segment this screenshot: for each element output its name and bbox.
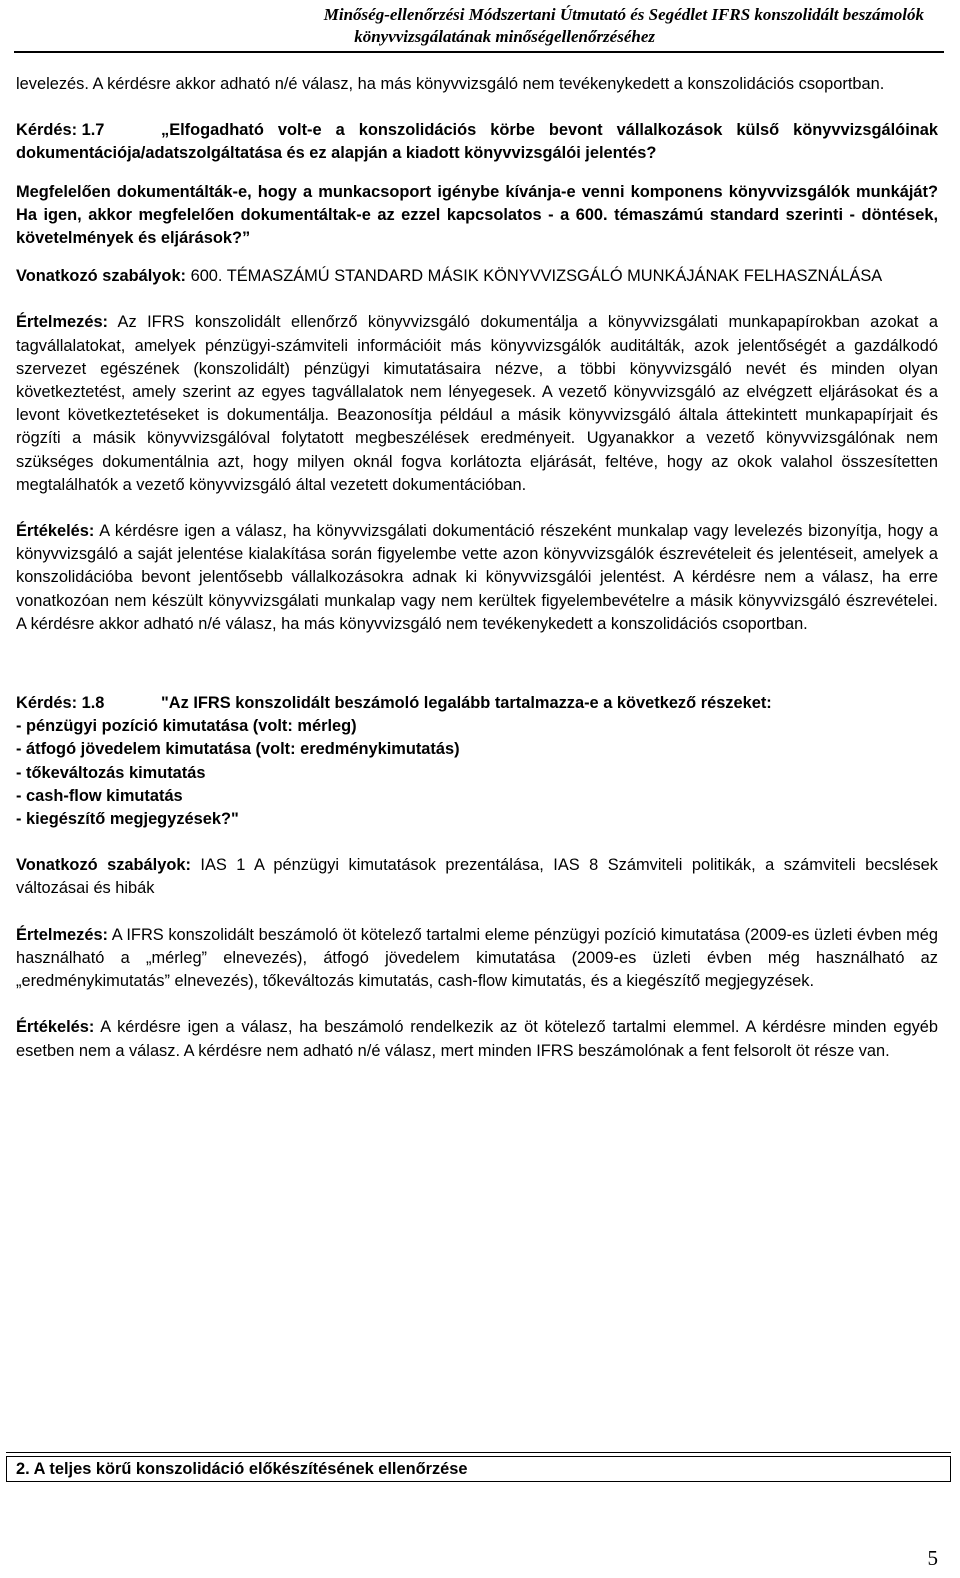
evaluation-label: Értékelés:	[16, 522, 95, 541]
evaluation-text: A kérdésre igen a válasz, ha könyvvizsgálati dokumentáció részeként munkalap vagy levelezés bizonyítja, hogy a könyvvizsgáló a saját jelentése kialakítása során figyelembe vette azon könyvvizsgálók észrevételeit és jelentéseit, amelyek a konszolidációba bevont jelentősebb vállalkozásokra adnak ki könyvvizsgálói jelentést. A kérdésre nem a válasz, ha erre vonatkozóan nem készült könyvvizsgálati munkalap vagy nem kerültek figyelembevételre a másik könyvvizsgáló észrevételei. A kérdésre akkor adható n/é válasz, ha más könyvvizsgáló nem tevékenykedett a konszolidációs csoportban.	[16, 522, 939, 633]
evaluation-paragraph	[16, 1016, 938, 1062]
rules-text: IAS 1 A pénzügyi kimutatások prezentálása, IAS 8 Számviteli politikák, a számviteli becslések változásai és hibák	[16, 856, 938, 898]
page-number: 5	[927, 1546, 938, 1570]
question-1-7	[16, 119, 938, 165]
interpretation-paragraph	[16, 924, 938, 994]
section-heading: 2. A teljes körű konszolidáció előkészítésének ellenőrzése	[16, 1460, 468, 1478]
header-rule	[14, 51, 944, 53]
evaluation-text: A kérdésre igen a válasz, ha beszámoló rendelkezik az öt kötelező tartalmi elemmel. A kérdésre minden egyéb esetben nem a válasz. A kérdésre nem adható n/é válasz, mert minden IFRS beszámolónak a fent felsorolt öt része van.	[16, 1018, 938, 1060]
interpretation-label: Értelmezés:	[16, 925, 109, 944]
rules-text: 600. TÉMASZÁMÚ STANDARD MÁSIK KÖNYVVIZSGÁLÓ MUNKÁJÁNAK FELHASZNÁLÁSA	[190, 267, 883, 286]
page-header	[0, 0, 960, 54]
rules-label: Vonatkozó szabályok:	[16, 267, 187, 286]
section-box-top-rule	[6, 1452, 951, 1453]
header-title-line-2: könyvvizsgálatának minőségellenőrzéséhez	[354, 27, 655, 46]
interpretation-label: Értelmezés:	[16, 313, 109, 332]
list-item: - kiegészítő megjegyzések?"	[16, 810, 239, 829]
question-text: "Az IFRS konszolidált beszámoló legalább tartalmazza-e a következő részeket:	[161, 694, 772, 713]
interpretation-text: A IFRS konszolidált beszámoló öt kötelező tartalmi eleme pénzügyi pozíció kimutatása (2009-es üzleti évben még használható a „mérleg” elnevezés), átfogó jövedelem kimutatása (2009-es üzleti évben még használható az „eredménykimutatás” elnevezés), tőkeváltozás kimutatás, cash-flow kimutatás, és a kiegészítő megjegyzések.	[16, 925, 938, 991]
rules-paragraph	[16, 265, 938, 288]
question-label: Kérdés: 1.7	[16, 121, 105, 140]
list-item: - pénzügyi pozíció kimutatása (volt: mérleg)	[16, 717, 357, 736]
intro-paragraph: levelezés. A kérdésre akkor adható n/é válasz, ha más könyvvizsgáló nem tevékenykedett a konszolidációs csoportban.	[16, 75, 885, 93]
question-text: „Elfogadható volt-e a konszolidációs körbe bevont vállalkozások külső könyvvizsgálóinak dokumentációja/adatszolgáltatása és ez alapján a kiadott könyvvizsgálói jelentés?	[16, 121, 938, 163]
list-item: - cash-flow kimutatás	[16, 786, 183, 805]
header-title-line-1: Minőség-ellenőrzési Módszertani Útmutató és Segédlet IFRS konszolidált beszámolók	[323, 5, 924, 24]
question-1-8	[16, 692, 938, 715]
rules-paragraph	[16, 854, 938, 900]
section-heading-box	[6, 1456, 951, 1482]
document-body	[16, 73, 938, 1063]
list-item: - átfogó jövedelem kimutatása (volt: eredménykimutatás)	[16, 740, 460, 759]
question-1-7-continued: Megfelelően dokumentálták-e, hogy a munkacsoport igénybe kívánja-e venni komponens könyvvizsgálók munkáját? Ha igen, akkor megfelelően dokumentáltak-e az ezzel kapcsolatos - a 600. témaszámú standard szerinti - döntések, követelmények és eljárások?”	[16, 182, 938, 248]
evaluation-paragraph	[16, 520, 938, 636]
interpretation-paragraph	[16, 311, 938, 497]
evaluation-label: Értékelés:	[16, 1018, 95, 1037]
question-label: Kérdés: 1.8	[16, 694, 105, 713]
list-item: - tőkeváltozás kimutatás	[16, 763, 206, 782]
rules-label: Vonatkozó szabályok:	[16, 856, 191, 875]
interpretation-text: Az IFRS konszolidált ellenőrző könyvvizsgáló dokumentálja a könyvvizsgálati munkapapírokban azokat a tagvállalatokat, amelyek pénzügyi-számviteli információit más könyvvizsgálók auditálták, azok jelentőségét a gazdálkodó szervezet egészének (konszolidált) pénzügyi kimutatásaira nézve, a többi könyvvizsgáló nevét és minden olyan következtetést, amely szerint az egyes tagvállalatok nem lényegesek. A vezető könyvvizsgáló az elvégzett eljárásokat és a levont következtetéseket is dokumentálja. Beazonosítja például a másik könyvvizsgáló általa áttekintett munkapapírjait és rögzíti a másik könyvvizsgálóval folytatott megbeszélések eredményeit. Ugyanakkor a vezető könyvvizsgálónak nem szükséges dokumentálnia azt, hogy milyen oknál fogva korlátozta eljárását, feltéve, hogy az okok valahol összesítetten megtalálhatók a vezető könyvvizsgáló által vezetett dokumentációban.	[16, 313, 938, 494]
